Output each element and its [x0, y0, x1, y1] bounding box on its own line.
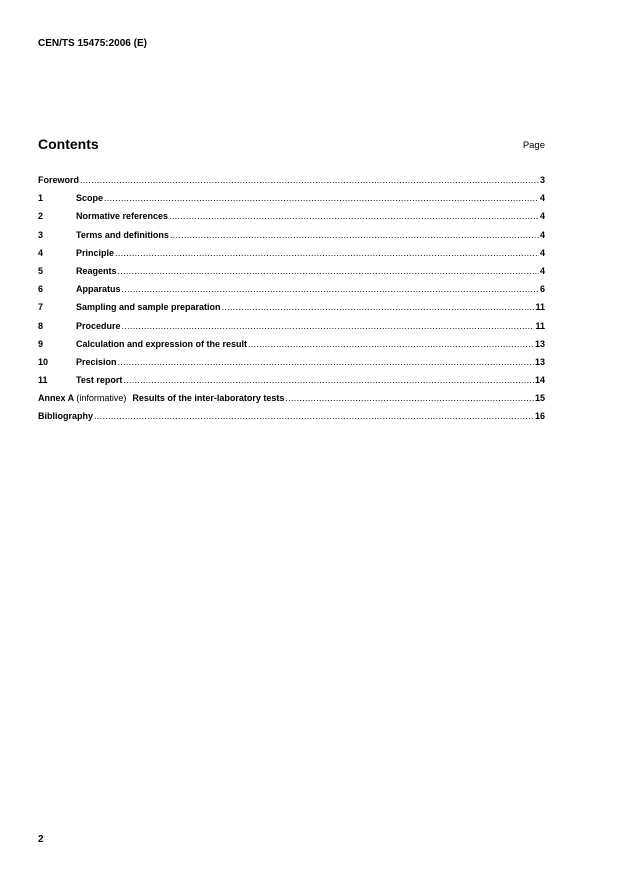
dot-leader: [222, 302, 535, 312]
toc-entry-number: 11: [38, 375, 48, 386]
dot-leader: [248, 339, 534, 349]
annex-label: Annex A: [38, 393, 74, 404]
toc-entry-number: 9: [38, 338, 44, 349]
toc-entry-principle[interactable]: [38, 248, 545, 266]
dot-leader: [118, 266, 539, 276]
toc-entry-title: Foreword: [38, 175, 80, 185]
toc-entry-reagents[interactable]: [38, 266, 545, 284]
dot-leader: [122, 284, 539, 294]
toc-entry-page: 16: [534, 411, 545, 422]
toc-entry-page: 11: [535, 302, 545, 313]
table-of-contents: [38, 175, 545, 430]
toc-entry-page: 4: [539, 265, 545, 276]
toc-entry-number: 7: [38, 302, 44, 313]
dot-leader: [122, 321, 535, 331]
dot-leader: [104, 193, 539, 203]
toc-entry-sampling[interactable]: [38, 302, 545, 320]
toc-entry-procedure[interactable]: [38, 321, 545, 339]
dot-leader: [80, 175, 539, 185]
dot-leader: [170, 230, 539, 240]
toc-entry-title: Apparatus: [76, 284, 121, 295]
toc-entry-page: 13: [534, 356, 545, 367]
toc-entry-annex-a[interactable]: [38, 393, 545, 411]
toc-entry-page: 4: [539, 193, 545, 204]
annex-title: Results of the inter-laboratory tests: [132, 393, 285, 404]
annex-informative-note: (informative): [76, 393, 127, 404]
toc-entry-page: 14: [534, 375, 545, 386]
toc-entry-page: 15: [534, 393, 545, 404]
toc-entry-number: 5: [38, 265, 44, 276]
dot-leader: [115, 248, 539, 258]
toc-entry-title: [38, 393, 284, 403]
toc-entry-number: 4: [38, 247, 44, 258]
page-title: Contents: [38, 136, 99, 152]
toc-entry-page: 11: [535, 320, 545, 331]
toc-entry-page: 13: [534, 338, 545, 349]
toc-entry-page: 4: [539, 211, 545, 222]
toc-entry-title: Test report: [76, 375, 123, 386]
toc-entry-test-report[interactable]: [38, 375, 545, 393]
toc-entry-number: 10: [38, 356, 49, 367]
toc-entry-title: Sampling and sample preparation: [76, 302, 221, 313]
toc-entry-number: 2: [38, 211, 44, 222]
dot-leader: [94, 411, 534, 421]
toc-entry-scope[interactable]: [38, 193, 545, 211]
toc-entry-number: 8: [38, 320, 44, 331]
toc-entry-apparatus[interactable]: [38, 284, 545, 302]
toc-entry-precision[interactable]: [38, 357, 545, 375]
toc-entry-title: Principle: [76, 247, 115, 258]
dot-leader: [169, 211, 539, 221]
toc-entry-page: 6: [539, 284, 545, 295]
toc-entry-title: Precision: [76, 356, 117, 367]
toc-entry-page: 4: [539, 247, 545, 258]
toc-entry-foreword[interactable]: [38, 175, 545, 193]
toc-entry-title: Terms and definitions: [76, 229, 169, 240]
page-column-label: Page: [522, 140, 545, 151]
toc-entry-title: Bibliography: [38, 411, 94, 422]
dot-leader: [123, 375, 534, 385]
toc-entry-page: 4: [539, 229, 545, 240]
toc-entry-terms-and-definitions[interactable]: [38, 230, 545, 248]
toc-entry-title: Scope: [76, 193, 104, 204]
toc-entry-title: Procedure: [76, 320, 121, 331]
toc-entry-bibliography[interactable]: [38, 411, 545, 429]
toc-entry-number: 3: [38, 229, 44, 240]
toc-entry-page: 3: [539, 175, 545, 185]
dot-leader: [285, 393, 534, 403]
page-number: 2: [38, 834, 44, 845]
toc-entry-title: Reagents: [76, 265, 117, 276]
toc-entry-title: Normative references: [76, 211, 169, 222]
toc-entry-title: Calculation and expression of the result: [76, 338, 248, 349]
toc-entry-calculation[interactable]: [38, 339, 545, 357]
document-header: CEN/TS 15475:2006 (E): [38, 38, 147, 49]
toc-entry-number: 6: [38, 284, 44, 295]
toc-entry-number: 1: [38, 193, 44, 204]
toc-entry-normative-references[interactable]: [38, 211, 545, 229]
dot-leader: [118, 357, 534, 367]
